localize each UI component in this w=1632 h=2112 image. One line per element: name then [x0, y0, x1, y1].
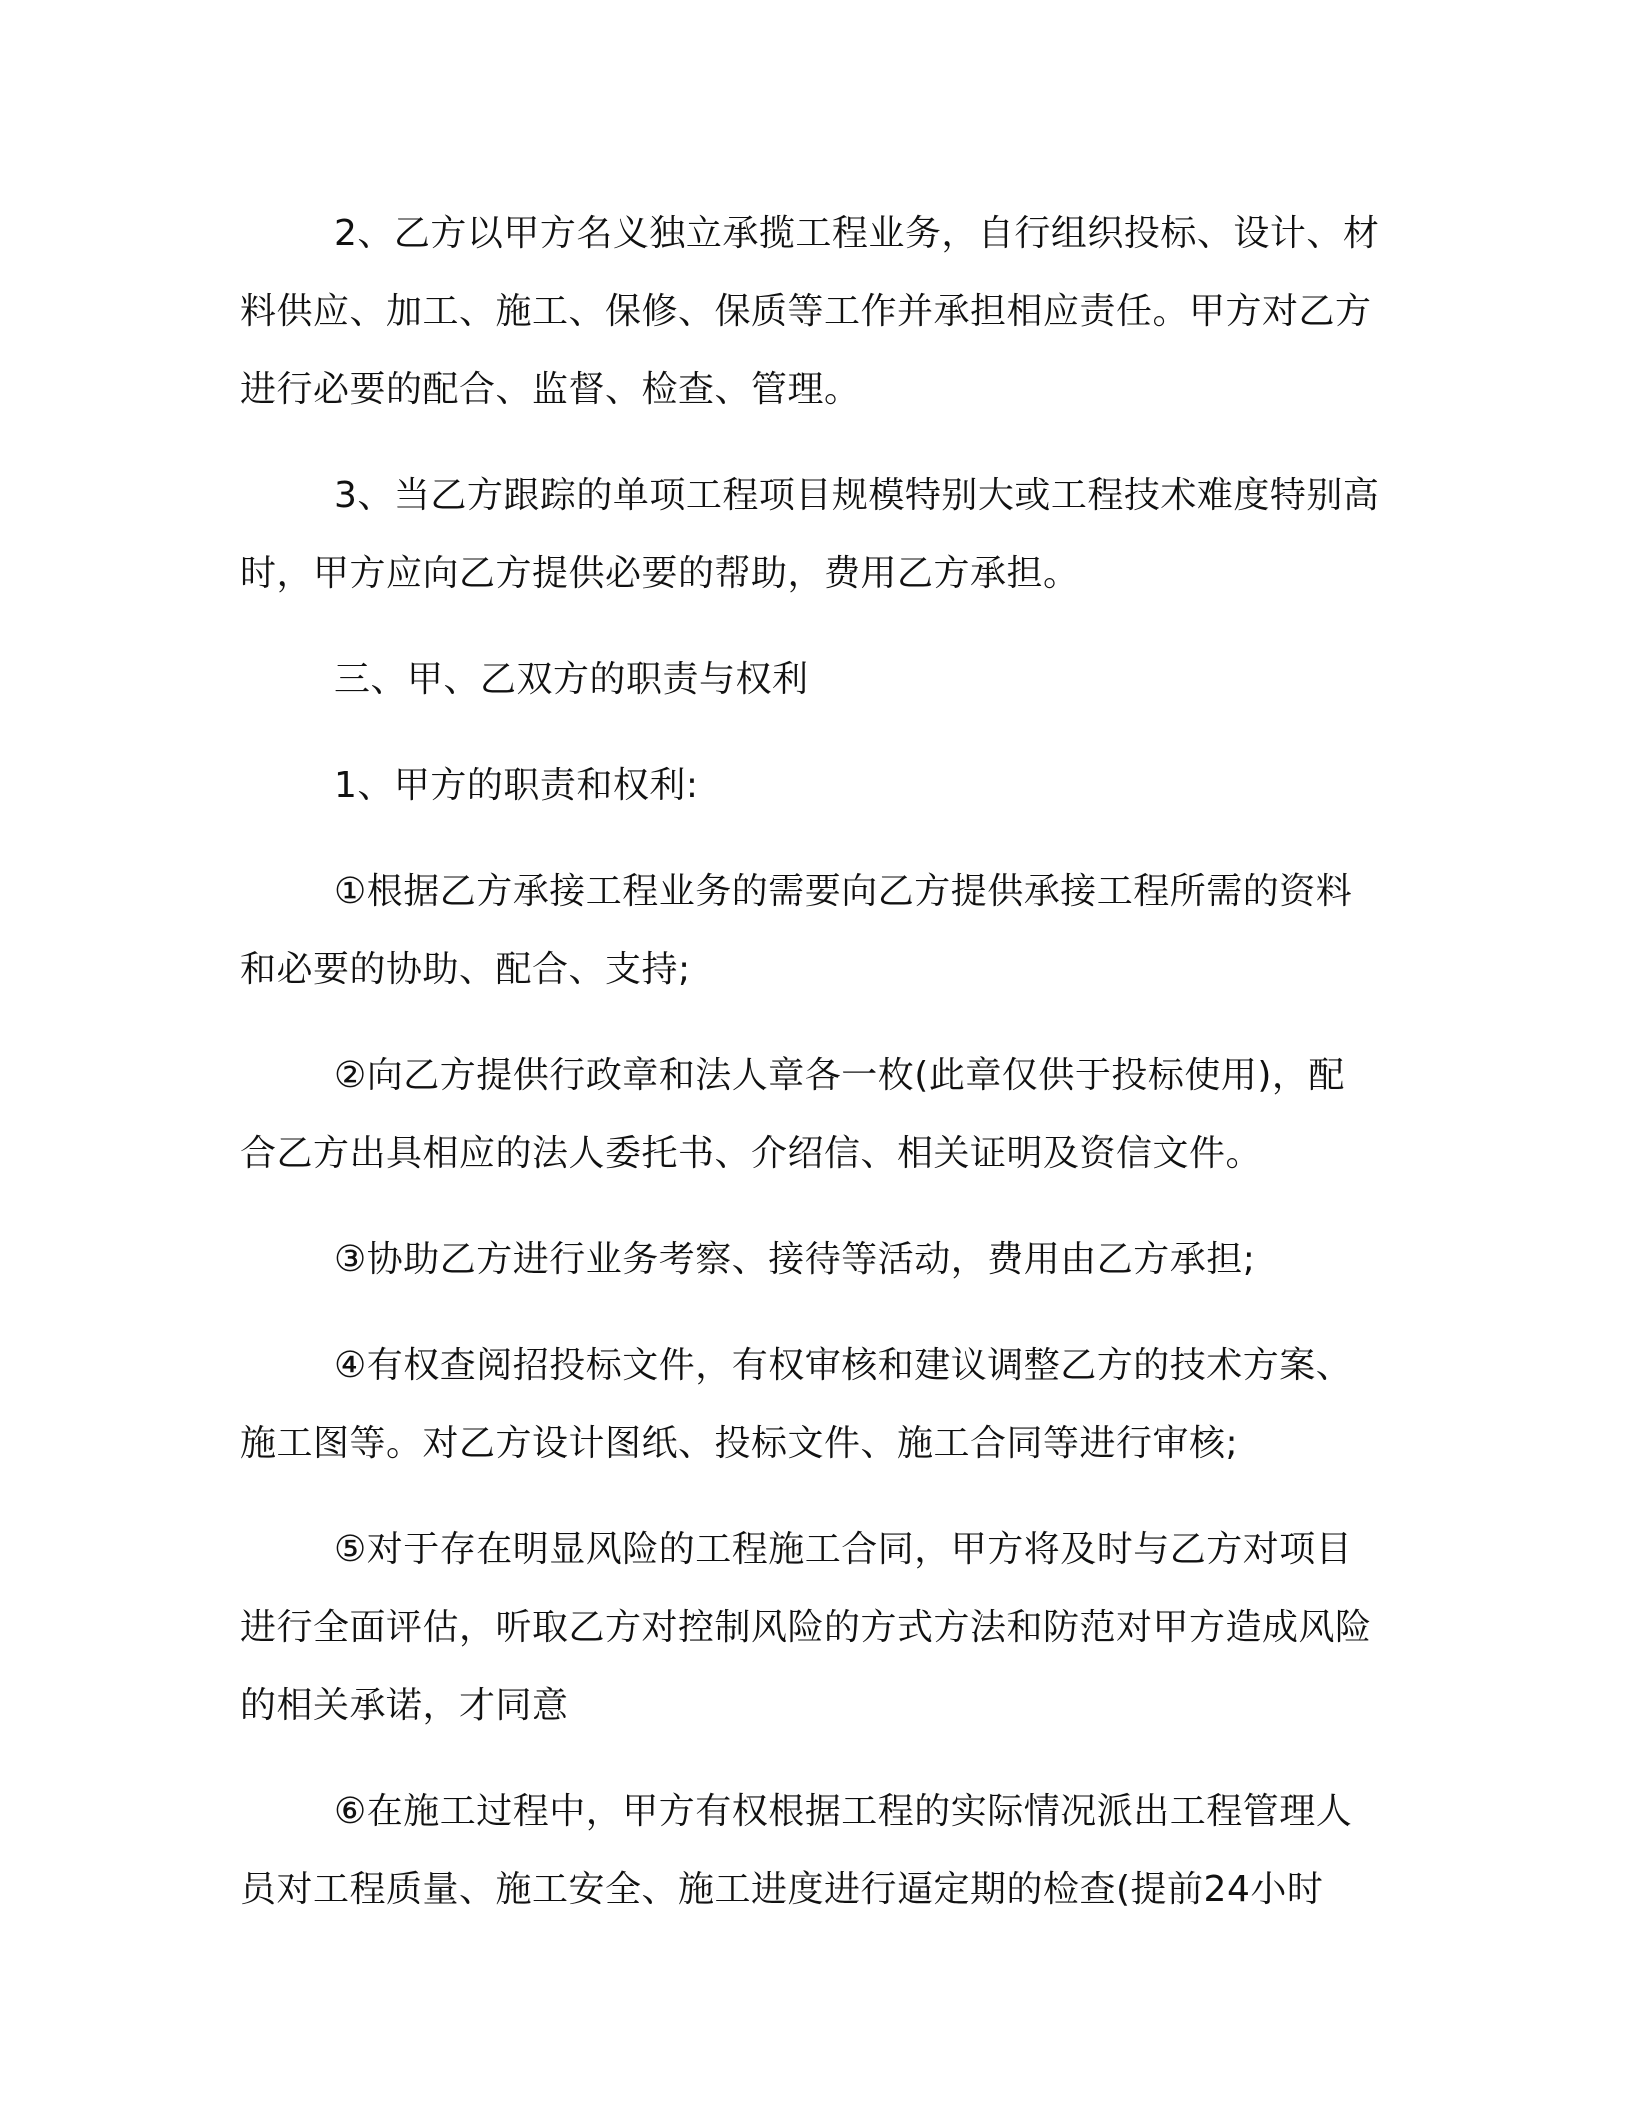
item-2: ②向乙方提供行政章和法人章各一枚(此章仅供于投标使用)，配合乙方出具相应的法人委托书、介绍信、相关证明及资信文件。 [240, 1055, 1345, 1174]
item-5: ⑤对于存在明显风险的工程施工合同，甲方将及时与乙方对项目进行全面评估，听取乙方对控制风险的方式方法和防范对甲方造成风险的相关承诺，才同意 [240, 1529, 1372, 1726]
item-1: ①根据乙方承接工程业务的需要向乙方提供承接工程所需的资料和必要的协助、配合、支持; [240, 871, 1353, 990]
paragraph-3: 3、当乙方跟踪的单项工程项目规模特别大或工程技术难度特别高时，甲方应向乙方提供必要的帮助，费用乙方承担。 [240, 475, 1380, 594]
item-3: ③协助乙方进行业务考察、接待等活动，费用由乙方承担; [334, 1239, 1256, 1280]
paragraph-2: 2、乙方以甲方名义独立承揽工程业务，自行组织投标、设计、材料供应、加工、施工、保修、保质等工作并承担相应责任。甲方对乙方进行必要的配合、监督、检查、管理。 [240, 213, 1380, 410]
section-heading: 三、甲、乙双方的职责与权利 [334, 659, 809, 700]
item-4: ④有权查阅招投标文件，有权审核和建议调整乙方的技术方案、施工图等。对乙方设计图纸、投标文件、施工合同等进行审核; [240, 1345, 1353, 1464]
subsection-heading: 1、甲方的职责和权利: [334, 765, 699, 806]
document-page [240, 195, 1380, 1957]
item-6: ⑥在施工过程中，甲方有权根据工程的实际情况派出工程管理人员对工程质量、施工安全、施工进度进行逼定期的检查(提前24小时 [240, 1791, 1353, 1910]
